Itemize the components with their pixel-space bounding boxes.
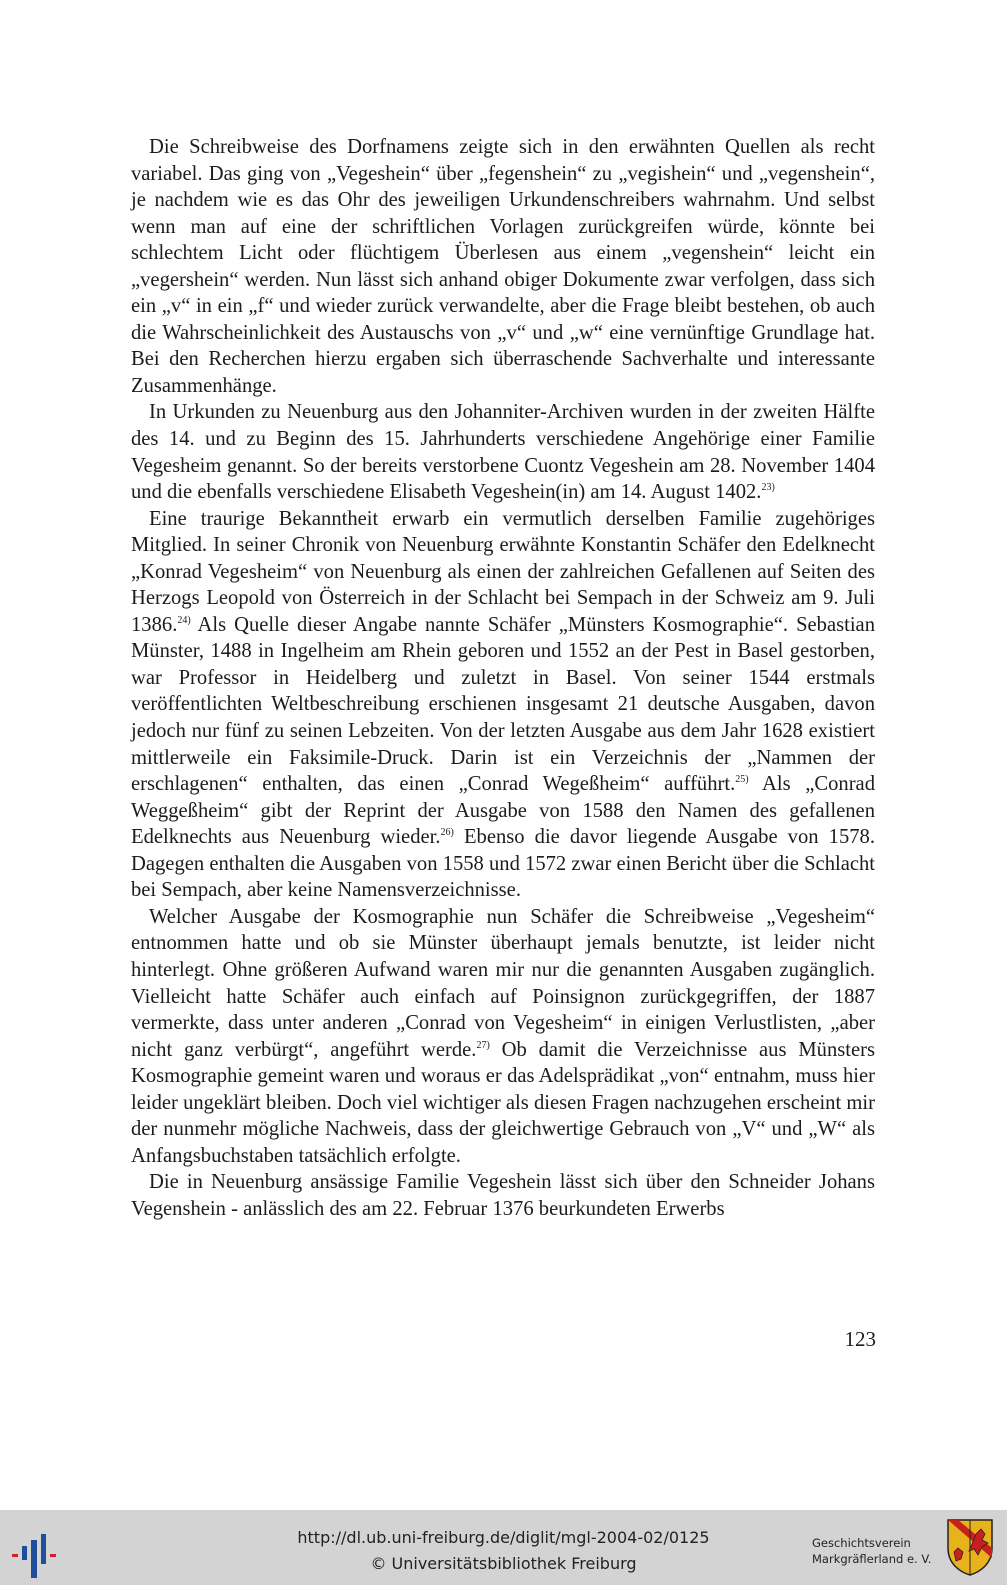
footer-url-link[interactable]: http://dl.ub.uni-freiburg.de/diglit/mgl-2004-02/0125	[297, 1528, 710, 1547]
publisher-line-1: Geschichtsverein	[812, 1536, 911, 1550]
text-run: Ebenso die davor liegende Ausgabe von 1578. Dagegen enthalten die Ausgaben von 1558 und 1572 zwar einen Bericht über die Schlacht bei Sempach, aber keine Namensverzeichnisse.	[131, 826, 876, 902]
text-run: Ob damit die Verzeichnisse aus Münsters Kosmographie gemeint waren und woraus er das Adelsprädikat „von“ entnahm, muss hier leider ungeklärt bleiben. Doch viel wichtiger als diesen Fragen nachzugehen erscheint mir der nunmehr mögliche Nachweis, dass der gleichwertige Gebrauch von „V“ und „W“ als Anfangsbuchstaben tatsächlich erfolgte.	[131, 1038, 875, 1167]
text-run: Die Schreibweise des Dorfnamens zeigte sich in den erwähnten Quellen als recht variabel. Das ging von „Vegeshein“ über „fegenshein“ zu „vegishein“ und „vegenshein“, je nachdem wie es das Ohr des jeweiligen Urkundenschreibers wahrnahm. Und selbst wenn man auf eine der schriftlichen Vorlagen zurückgreifen würde, könnte bei schlechtem Licht oder flüchtigem Überlesen aus einem „vegenshein“ leicht ein „vegershein“ werden. Nun lässt sich anhand obiger Dokumente zwar verfolgen, dass sich ein „v“ in ein „f“ und wieder zurück verwandelte, aber die Frage bleibt bestehen, ob auch die Wahrscheinlichkeit des Austauschs von „v“ und „w“ eine vernünftige Grundlage hat. Bei den Recherchen hierzu ergaben sich überraschende Sachverhalte und interessante Zusammenhänge.	[131, 136, 875, 397]
page-number: 123	[844, 1327, 876, 1351]
text-run: In Urkunden zu Neuenburg aus den Johanniter-Archiven wurden in der zweiten Hälfte des 14. und zu Beginn des 15. Jahrhunderts verschiedene Angehörige einer Familie Vegesheim genannt. So der bereits verstorbene Cuontz Vegeshein am 28. November 1404 und die ebenfalls verschiedene Elisabeth Vegeshein(in) am 14. August 1402.	[131, 401, 875, 504]
footnote-ref[interactable]: 25)	[735, 774, 749, 786]
text-run: Welcher Ausgabe der Kosmographie nun Schäfer die Schreibweise „Vegesheim“ entnommen hatte und ob sie Münster überhaupt jemals benutzte, ist leider nicht hinterlegt. Ohne größeren Aufwand waren mir nur die genannten Ausgaben zugänglich. Vielleicht hatte Schäfer auch einfach auf Poinsignon zurückgegriffen, der 1887 vermerkte, dass unter anderen „Conrad von Vegesheim“ in einigen Verlustlisten, „aber nicht ganz verbürgt“, angeführt werde.	[131, 905, 875, 1061]
text-run: Die in Neuenburg ansässige Familie Vegeshein lässt sich über den Schneider Johans Vegenshein - anlässlich des am 22. Februar 1376 beurkundeten Erwerbs	[131, 1171, 875, 1220]
footnote-ref[interactable]: 27)	[476, 1039, 490, 1051]
text-run: Eine traurige Bekanntheit erwarb ein vermutlich derselben Familie zugehöriges Mitglied. In seiner Chronik von Neuenburg erwähnte Konstantin Schäfer den Edelknecht „Konrad Vegesheim“ von Neuenburg als einen der zahlreichen Gefallenen auf Seiten des Herzogs Leopold von Österreich in der Schlacht bei Sempach in der Schweiz am 9. Juli 1386.	[131, 507, 875, 636]
publisher-name	[812, 1535, 931, 1567]
footer-copyright: © Universitätsbibliothek Freiburg	[370, 1554, 637, 1573]
paragraph-4	[131, 904, 875, 1169]
paragraph-1	[131, 134, 875, 399]
footnote-ref[interactable]: 24)	[177, 614, 191, 626]
paragraph-5	[131, 1169, 875, 1222]
text-run: Als „Conrad Weggeßheim“ gibt der Reprint der Ausgabe von 1588 den Namen des gefallenen Edelknechts aus Neuenburg wieder.	[131, 773, 875, 849]
paragraph-2	[131, 399, 875, 505]
footnote-ref[interactable]: 23)	[761, 482, 775, 494]
footer-bar	[0, 1510, 1007, 1585]
text-run: Als Quelle dieser Angabe nannte Schäfer „Münsters Kosmographie“. Sebastian Münster, 1488 in Ingelheim am Rhein geboren und 1552 an der Pest in Basel gestorben, war Professor in Heidelberg und zuletzt in Basel. Von seiner 1544 erstmals veröffentlichten Weltbeschreibung erschienen insgesamt 21 deutsche Ausgaben, davon jedoch nur fünf zu seinen Lebzeiten. Von der letzten Ausgabe aus dem Jahr 1628 existiert mittlerweile ein Faksimile-Druck. Darin ist ein Verzeichnis der „Nammen der erschlagenen“ enthalten, das einen „Conrad Wegeßheim“ aufführt.	[131, 613, 875, 796]
publisher-line-2: Markgräflerland e. V.	[812, 1552, 932, 1566]
paragraph-3	[131, 506, 875, 904]
footnote-ref[interactable]: 26)	[440, 827, 454, 839]
page-body	[131, 134, 875, 1222]
coat-of-arms-icon	[946, 1518, 994, 1576]
